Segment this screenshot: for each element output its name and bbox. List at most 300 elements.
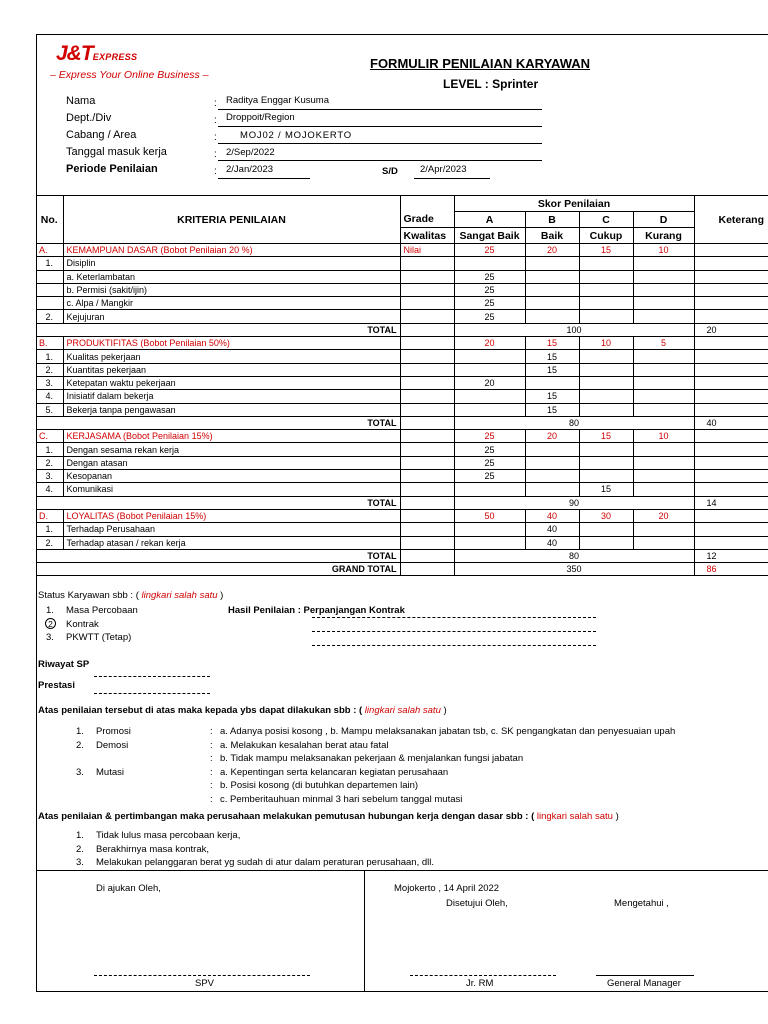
status-no-2: 2 (45, 618, 56, 630)
row-number: 5. (36, 403, 63, 416)
score-cell: 15 (525, 363, 579, 376)
score-cell (633, 270, 694, 283)
brand-logo: J&TEXPRESS (56, 42, 138, 65)
keterangan-cell (694, 390, 768, 403)
score-cell (633, 283, 694, 296)
gm-signature-line (596, 975, 694, 976)
score-cell: 25 (454, 297, 525, 310)
score-cell: 40 (525, 536, 579, 549)
score-cell (525, 257, 579, 270)
section-row (36, 337, 768, 350)
criteria-label: Kualitas pekerjaan (63, 350, 400, 363)
score-cell (633, 350, 694, 363)
row-number (36, 270, 63, 283)
table-row (36, 483, 768, 496)
periode-end: 2/Apr/2023 (420, 164, 467, 175)
dotted-line (312, 631, 596, 632)
tindakan-text: a. Kepentingan serta kelancaran kegiatan perusahaan (220, 766, 449, 778)
criteria-label: Disiplin (63, 257, 400, 270)
keterangan-cell (694, 443, 768, 456)
section-nilai: 30 (579, 509, 633, 522)
total-row (36, 549, 768, 562)
score-cell (579, 283, 633, 296)
nama-value: Raditya Enggar Kusuma (226, 95, 329, 106)
score-cell (579, 257, 633, 270)
keterangan-cell (694, 509, 768, 522)
gm-label: General Manager (607, 978, 681, 989)
tindakan-text: b. Tidak mampu melaksanakan pekerjaan & menjalankan fungsi jabatan (220, 753, 524, 765)
section-total: 80 (454, 416, 694, 429)
row-number: 1. (36, 523, 63, 536)
row-number: 1. (36, 443, 63, 456)
status-item-3: PKWTT (Tetap) (66, 632, 132, 643)
keterangan-cell (694, 376, 768, 389)
blank-cell (400, 549, 454, 562)
nilai-label (400, 430, 454, 443)
tindakan-text: a. Adanya posisi kosong , b. Mampu melaksanakan jabatan tsb, c. SK pengangkatan dan penyesuaian upah (220, 726, 676, 737)
score-cell (633, 376, 694, 389)
criteria-label: Ketepatan waktu pekerjaan (63, 376, 400, 389)
underline (414, 178, 490, 179)
section-keterangan: 20 (694, 323, 768, 336)
section-total: 100 (454, 323, 694, 336)
row-number: 1. (36, 350, 63, 363)
sd-label: S/D (382, 166, 398, 177)
score-cell (525, 443, 579, 456)
criteria-label: Dengan atasan (63, 456, 400, 469)
periode-start: 2/Jan/2023 (226, 164, 274, 175)
grade-cell (400, 270, 454, 283)
grade-cell (400, 390, 454, 403)
section-nilai: 50 (454, 509, 525, 522)
jr-rm-signature-line (410, 975, 556, 976)
row-number: 3. (36, 376, 63, 389)
criteria-label: c. Alpa / Mangkir (63, 297, 400, 310)
score-cell (579, 297, 633, 310)
section-title: KEMAMPUAN DASAR (Bobot Penilaian 20 %) (63, 244, 400, 257)
section-row (36, 509, 768, 522)
keterangan-cell (694, 297, 768, 310)
colon: : (210, 794, 213, 805)
grade-cell (400, 536, 454, 549)
tindakan-text: c. Pemberitauhuan minmal 3 hari sebelum tanggal mutasi (220, 794, 463, 805)
underline (218, 126, 542, 127)
dotted-line (94, 693, 210, 694)
pemutusan-text: Berakhirnya masa kontrak, (96, 843, 209, 855)
keterangan-cell (694, 244, 768, 257)
score-cell: 25 (454, 470, 525, 483)
criteria-label: Kejujuran (63, 310, 400, 323)
skor-header: Skor Penilaian (454, 196, 694, 212)
criteria-label: Komunikasi (63, 483, 400, 496)
brand-tagline: – Express Your Online Business – (50, 69, 209, 81)
criteria-label: a. Keterlambatan (63, 270, 400, 283)
pemutusan-number: 1. (76, 830, 84, 841)
blank-cell: TOTAL (36, 549, 400, 562)
underline (218, 160, 542, 161)
blank-cell: TOTAL (36, 323, 400, 336)
score-cell (579, 350, 633, 363)
tindakan-label: Promosi (96, 726, 131, 737)
grade-label: Grade (400, 212, 454, 228)
underline (218, 178, 310, 179)
nilai-label (400, 337, 454, 350)
score-cell (579, 456, 633, 469)
score-cell (525, 456, 579, 469)
kualitas-label: Kwalitas (400, 228, 454, 244)
cabang-label: Cabang / Area (66, 129, 137, 141)
nilai-label (400, 509, 454, 522)
blank-cell (400, 416, 454, 429)
score-cell: 15 (525, 403, 579, 416)
criteria-label: Inisiatif dalam bekerja (63, 390, 400, 403)
grand-total-value: 350 (454, 563, 694, 576)
blank-cell (400, 496, 454, 509)
grade-name-b: Baik (525, 228, 579, 244)
pemutusan-text: Tidak lulus masa percobaan kerja, (96, 830, 241, 841)
cabang-value: MOJ02 / MOJOKERTO (240, 130, 352, 141)
row-number (36, 297, 63, 310)
grade-cell (400, 283, 454, 296)
colon: : (210, 726, 213, 737)
table-row (36, 443, 768, 456)
grand-total-row (36, 563, 768, 576)
table-row (36, 363, 768, 376)
grade-cell (400, 350, 454, 363)
score-cell (525, 270, 579, 283)
table-row (36, 376, 768, 389)
grade-name-a: Sangat Baik (454, 228, 525, 244)
criteria-label: Terhadap Perusahaan (63, 523, 400, 536)
score-cell (525, 376, 579, 389)
table-row (36, 310, 768, 323)
table-row (36, 257, 768, 270)
keterangan-cell (694, 350, 768, 363)
colon: : (214, 115, 217, 126)
section-nilai: 10 (633, 244, 694, 257)
tindakan-number: 2. (76, 739, 84, 751)
table-row (36, 536, 768, 549)
status-line: Status Karyawan sbb : ( lingkari salah satu ) (38, 590, 224, 601)
row-number: 2. (36, 363, 63, 376)
blank-cell (400, 563, 454, 576)
section-nilai: 20 (454, 337, 525, 350)
grade-cell (400, 456, 454, 469)
row-number: 2. (36, 310, 63, 323)
pemutusan-number: 2. (76, 843, 84, 855)
pemutusan-text: Melakukan pelanggaran berat yg sudah di atur dalam peraturan perusahaan, dll. (96, 857, 435, 868)
score-cell (454, 390, 525, 403)
score-cell (525, 470, 579, 483)
section-nilai: 25 (454, 430, 525, 443)
diajukan-label: Di ajukan Oleh, (96, 883, 161, 894)
keterangan-header: Keterang (694, 196, 768, 244)
spv-signature-line (94, 975, 310, 976)
colon: : (210, 753, 213, 765)
grade-b: B (525, 212, 579, 228)
keterangan-cell (694, 456, 768, 469)
status-item-2: Kontrak (66, 619, 99, 630)
section-letter: D. (36, 509, 63, 522)
section-letter: B. (36, 337, 63, 350)
grade-cell (400, 470, 454, 483)
score-cell (633, 257, 694, 270)
score-cell (633, 310, 694, 323)
score-cell (633, 363, 694, 376)
nama-label: Nama (66, 95, 96, 107)
score-cell (454, 523, 525, 536)
blank-cell: TOTAL (36, 416, 400, 429)
table-row (36, 470, 768, 483)
section-total: 90 (454, 496, 694, 509)
score-cell (454, 350, 525, 363)
section-title: LOYALITAS (Bobot Penilaian 15%) (63, 509, 400, 522)
score-cell (525, 283, 579, 296)
tindakan-label: Demosi (96, 739, 129, 751)
kriteria-header: KRITERIA PENILAIAN (63, 196, 400, 244)
place-date: Mojokerto , 14 April 2022 (394, 883, 500, 894)
colon: : (214, 149, 217, 160)
score-cell (579, 443, 633, 456)
grade-cell (400, 310, 454, 323)
score-cell (633, 483, 694, 496)
score-cell: 25 (454, 456, 525, 469)
row-number: 2. (36, 536, 63, 549)
section-nilai: 10 (633, 430, 694, 443)
grade-cell (400, 376, 454, 389)
score-cell: 25 (454, 310, 525, 323)
row-number: 2. (36, 456, 63, 469)
section-letter: C. (36, 430, 63, 443)
total-row (36, 496, 768, 509)
section-title: PRODUKTIFITAS (Bobot Penilaian 50%) (63, 337, 400, 350)
section-letter: A. (36, 244, 63, 257)
tindakan-number: 3. (76, 766, 84, 778)
score-cell: 25 (454, 283, 525, 296)
grade-name-d: Kurang (633, 228, 694, 244)
grade-cell (400, 523, 454, 536)
section-row (36, 244, 768, 257)
score-cell (633, 443, 694, 456)
score-cell (579, 470, 633, 483)
hasil-penilaian: Hasil Penilaian : Perpanjangan Kontrak (228, 605, 405, 616)
form-level: LEVEL : Sprinter (443, 77, 539, 91)
keterangan-cell (694, 363, 768, 376)
tindakan-intro: Atas penilaian tersebut di atas maka kepada ybs dapat dilakukan sbb : ( lingkari salah satu ) (38, 705, 447, 716)
status-item-1: Masa Percobaan (66, 605, 138, 616)
section-nilai: 15 (525, 337, 579, 350)
tindakan-text: b. Posisi kosong (di butuhkan departemen lain) (220, 780, 419, 792)
score-cell (633, 456, 694, 469)
keterangan-cell (694, 257, 768, 270)
table-row (36, 283, 768, 296)
row-number: 1. (36, 257, 63, 270)
grade-blank (400, 196, 454, 212)
keterangan-cell (694, 337, 768, 350)
underline (218, 143, 542, 144)
section-nilai: 20 (525, 430, 579, 443)
pemutusan-intro: Atas penilaian & pertimbangan maka perusahaan melakukan pemutusan hubungan kerja dengan dasar sbb : ( lingkari salah satu ) (38, 811, 619, 822)
score-cell: 25 (454, 270, 525, 283)
section-keterangan: 40 (694, 416, 768, 429)
score-cell (633, 297, 694, 310)
keterangan-cell (694, 310, 768, 323)
colon: : (210, 766, 213, 778)
keterangan-cell (694, 283, 768, 296)
colon: : (210, 780, 213, 792)
signature-divider (364, 870, 365, 992)
score-cell (633, 536, 694, 549)
grade-cell (400, 257, 454, 270)
underline (218, 109, 542, 110)
grand-keterangan: 86 (694, 563, 768, 576)
score-table (36, 195, 768, 576)
nilai-label: Nilai (400, 244, 454, 257)
keterangan-cell (694, 536, 768, 549)
colon: : (214, 98, 217, 109)
table-row (36, 390, 768, 403)
periode-label: Periode Penilaian (66, 163, 158, 175)
section-keterangan: 14 (694, 496, 768, 509)
tanggal-value: 2/Sep/2022 (226, 147, 275, 158)
prestasi-label: Prestasi (38, 680, 75, 691)
score-cell (454, 536, 525, 549)
grade-cell (400, 443, 454, 456)
criteria-label: Terhadap atasan / rekan kerja (63, 536, 400, 549)
score-cell (525, 310, 579, 323)
section-nilai: 25 (454, 244, 525, 257)
disetujui-label: Disetujui Oleh, (446, 898, 508, 909)
status-no-3: 3. (46, 632, 54, 643)
score-cell (579, 390, 633, 403)
table-row (36, 523, 768, 536)
score-cell (454, 257, 525, 270)
score-cell (525, 297, 579, 310)
score-cell (454, 483, 525, 496)
grade-cell (400, 483, 454, 496)
riwayat-sp-label: Riwayat SP (38, 659, 90, 670)
score-cell (579, 376, 633, 389)
score-cell (633, 470, 694, 483)
keterangan-cell (694, 470, 768, 483)
row-number: 4. (36, 483, 63, 496)
grade-a: A (454, 212, 525, 228)
mengetahui-label: Mengetahui , (614, 898, 669, 909)
keterangan-cell (694, 483, 768, 496)
criteria-label: Kuantitas pekerjaan (63, 363, 400, 376)
table-row (36, 297, 768, 310)
table-row (36, 456, 768, 469)
keterangan-cell (694, 523, 768, 536)
table-row (36, 403, 768, 416)
grade-cell (400, 363, 454, 376)
score-cell (454, 363, 525, 376)
grand-total-label: GRAND TOTAL (36, 563, 400, 576)
score-cell (633, 523, 694, 536)
score-cell: 15 (579, 483, 633, 496)
table-row (36, 350, 768, 363)
colon: : (210, 739, 213, 751)
section-title: KERJASAMA (Bobot Penilaian 15%) (63, 430, 400, 443)
score-cell (579, 310, 633, 323)
score-cell (633, 403, 694, 416)
criteria-label: Bekerja tanpa pengawasan (63, 403, 400, 416)
grade-name-c: Cukup (579, 228, 633, 244)
score-cell (579, 363, 633, 376)
jr-rm-label: Jr. RM (466, 978, 494, 989)
score-cell: 15 (525, 350, 579, 363)
grade-cell (400, 297, 454, 310)
dept-label: Dept./Div (66, 112, 112, 124)
row-number: 4. (36, 390, 63, 403)
score-cell: 20 (454, 376, 525, 389)
dotted-line (312, 645, 596, 646)
spv-label: SPV (195, 978, 215, 989)
score-cell: 25 (454, 443, 525, 456)
criteria-label: Dengan sesama rekan kerja (63, 443, 400, 456)
row-number: 3. (36, 470, 63, 483)
dept-value: Droppoit/Region (226, 112, 295, 123)
section-nilai: 20 (633, 509, 694, 522)
grade-c: C (579, 212, 633, 228)
keterangan-cell (694, 430, 768, 443)
section-nilai: 40 (525, 509, 579, 522)
total-row (36, 323, 768, 336)
section-nilai: 5 (633, 337, 694, 350)
section-nilai: 20 (525, 244, 579, 257)
score-cell (579, 523, 633, 536)
score-cell (454, 403, 525, 416)
section-nilai: 15 (579, 430, 633, 443)
score-cell (579, 403, 633, 416)
grade-d: D (633, 212, 694, 228)
no-header: No. (36, 196, 63, 244)
section-total: 80 (454, 549, 694, 562)
pemutusan-number: 3. (76, 857, 84, 868)
section-nilai: 15 (579, 244, 633, 257)
tindakan-number: 1. (76, 726, 84, 737)
section-row (36, 430, 768, 443)
tindakan-text: a. Melakukan kesalahan berat atau fatal (220, 739, 389, 751)
tanggal-label: Tanggal masuk kerja (66, 146, 167, 158)
total-row (36, 416, 768, 429)
keterangan-cell (694, 403, 768, 416)
table-row (36, 270, 768, 283)
dotted-line (312, 617, 596, 618)
score-cell (579, 536, 633, 549)
colon: : (214, 132, 217, 143)
criteria-label: Kesopanan (63, 470, 400, 483)
grade-cell (400, 403, 454, 416)
blank-cell (400, 323, 454, 336)
status-no-1: 1. (46, 605, 54, 616)
keterangan-cell (694, 270, 768, 283)
colon: : (214, 166, 217, 177)
score-cell: 15 (525, 390, 579, 403)
score-cell (633, 390, 694, 403)
section-nilai: 10 (579, 337, 633, 350)
section-keterangan: 12 (694, 549, 768, 562)
dotted-line (94, 676, 210, 677)
score-cell (525, 483, 579, 496)
blank-cell: TOTAL (36, 496, 400, 509)
score-cell: 40 (525, 523, 579, 536)
row-number (36, 283, 63, 296)
criteria-label: b. Permisi (sakit/ijin) (63, 283, 400, 296)
tindakan-label: Mutasi (96, 766, 124, 778)
score-cell (579, 270, 633, 283)
form-title: FORMULIR PENILAIAN KARYAWAN (370, 56, 591, 71)
